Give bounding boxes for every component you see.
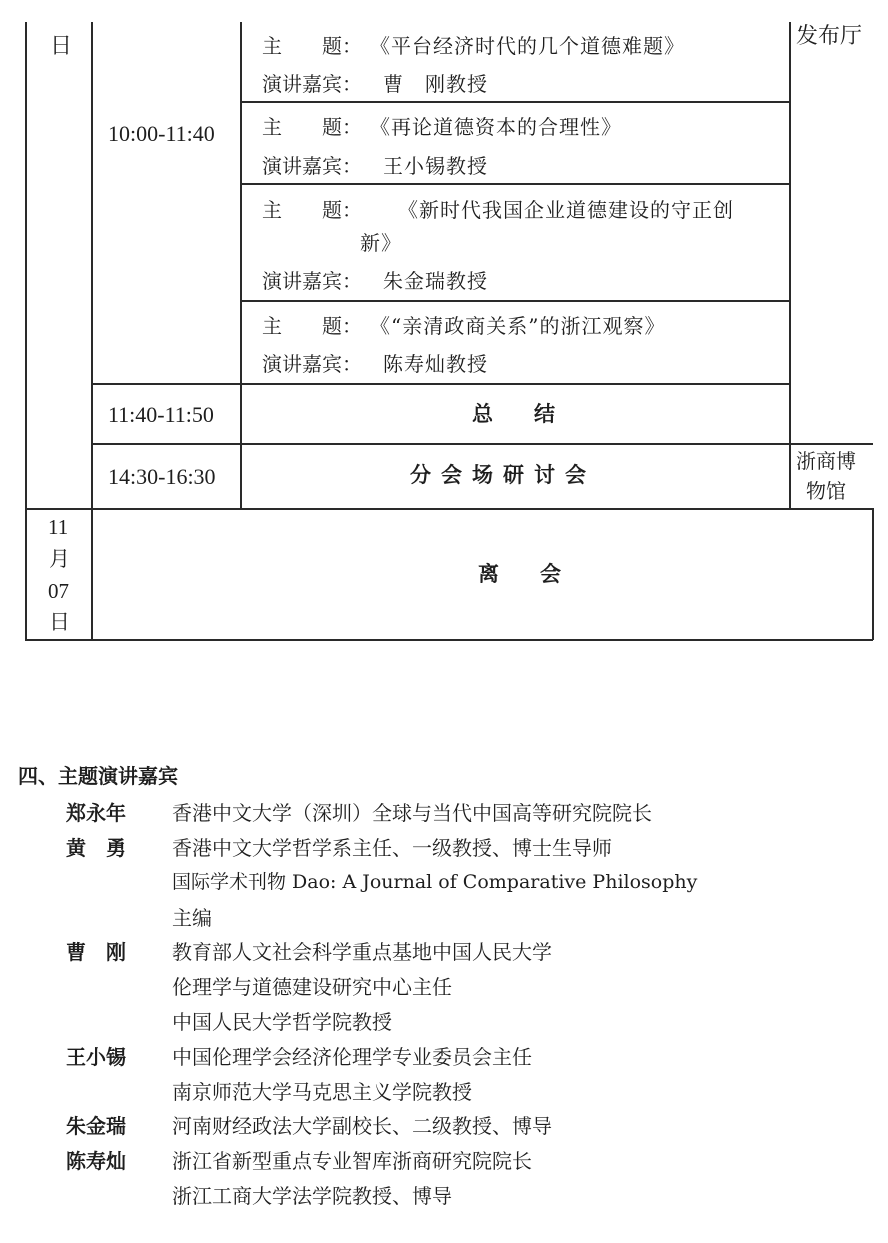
speaker-affiliation: 主编 — [172, 906, 212, 930]
speaker-affiliation: 教育部人文社会科学重点基地中国人民大学 — [172, 940, 552, 964]
talk3-title-line1: 《新时代我国企业道德建设的守正创 — [398, 198, 734, 222]
speaker-name: 郑永年 — [66, 801, 126, 825]
table-divider-time — [240, 22, 242, 508]
last-day-date: 07 — [48, 579, 69, 603]
talk1-speaker-label: 演讲嘉宾： — [262, 72, 362, 96]
talk4-subject-label: 主 题： — [262, 314, 362, 338]
breakout-venue-line1: 浙商博 — [796, 449, 856, 473]
table-border-bottom — [25, 639, 873, 641]
speaker-affiliation: 中国人民大学哲学院教授 — [172, 1010, 392, 1034]
talk2-title: 《再论道德资本的合理性》 — [370, 115, 622, 139]
row-line-talk3 — [240, 300, 789, 302]
talk2-speaker: 王小锡教授 — [383, 154, 488, 178]
talk1-subject-label: 主 题： — [262, 34, 362, 58]
speaker-affiliation: 浙江省新型重点专业智库浙商研究院院长 — [172, 1149, 532, 1173]
table-border-left — [25, 22, 27, 640]
summary-time: 11:40-11:50 — [108, 402, 214, 427]
speaker-affiliation: 河南财经政法大学副校长、二级教授、博导 — [172, 1114, 552, 1138]
talk4-speaker: 陈寿灿教授 — [383, 352, 488, 376]
speaker-name: 朱金瑞 — [66, 1114, 126, 1138]
venue-release-hall: 发布厅 — [796, 24, 863, 49]
row-line-talk2 — [240, 183, 789, 185]
speaker-affiliation: 香港中文大学（深圳）全球与当代中国高等研究院院长 — [172, 801, 652, 825]
speaker-affiliation: 伦理学与道德建设研究中心主任 — [172, 975, 452, 999]
speaker-affiliation: 南京师范大学马克思主义学院教授 — [172, 1080, 472, 1104]
row-line-day-end — [25, 508, 873, 510]
depart-label: 离 会 — [478, 561, 571, 586]
speaker-affiliation: 香港中文大学哲学系主任、一级教授、博士生导师 — [172, 836, 612, 860]
speaker-name: 陈寿灿 — [66, 1149, 126, 1173]
row-line-talk1 — [240, 101, 789, 103]
row-line-morning-end — [91, 383, 789, 385]
talk3-speaker: 朱金瑞教授 — [383, 269, 488, 293]
summary-label: 总 结 — [472, 401, 565, 426]
talk2-subject-label: 主 题： — [262, 115, 362, 139]
last-day-month-char: 月 — [49, 547, 70, 571]
talk1-title: 《平台经济时代的几个道德难题》 — [370, 34, 685, 58]
table-divider-date — [91, 22, 93, 640]
speaker-name: 曹 刚 — [66, 940, 126, 964]
morning-time: 10:00-11:40 — [108, 121, 215, 146]
last-day-day-char: 日 — [49, 610, 70, 634]
talk2-speaker-label: 演讲嘉宾： — [262, 154, 362, 178]
speaker-affiliation: 浙江工商大学法学院教授、博导 — [172, 1184, 452, 1208]
day-fragment: 日 — [50, 34, 73, 59]
speaker-name: 王小锡 — [66, 1045, 126, 1069]
table-divider-venue — [789, 22, 791, 508]
talk3-title-line2: 新》 — [360, 231, 402, 255]
breakout-venue-line2: 物馆 — [806, 479, 846, 503]
table-border-right — [872, 508, 874, 640]
speaker-name: 黄 勇 — [66, 836, 126, 860]
talk1-speaker: 曹 刚教授 — [383, 72, 488, 96]
talk4-title: 《“亲清政商关系”的浙江观察》 — [370, 314, 666, 338]
talk4-speaker-label: 演讲嘉宾： — [262, 352, 362, 376]
breakout-time: 14:30-16:30 — [108, 464, 216, 489]
talk3-subject-label: 主 题： — [262, 198, 362, 222]
talk3-speaker-label: 演讲嘉宾： — [262, 269, 362, 293]
row-line-venue-split — [789, 443, 873, 445]
speaker-affiliation: 中国伦理学会经济伦理学专业委员会主任 — [172, 1045, 532, 1069]
row-line-summary-end — [91, 443, 789, 445]
speaker-affiliation: 国际学术刊物 Dao: A Journal of Comparative Philosophy — [172, 871, 698, 893]
breakout-label: 分会场研讨会 — [410, 462, 596, 487]
section-title: 四、主题演讲嘉宾 — [18, 764, 178, 788]
last-day-number: 11 — [48, 515, 69, 539]
